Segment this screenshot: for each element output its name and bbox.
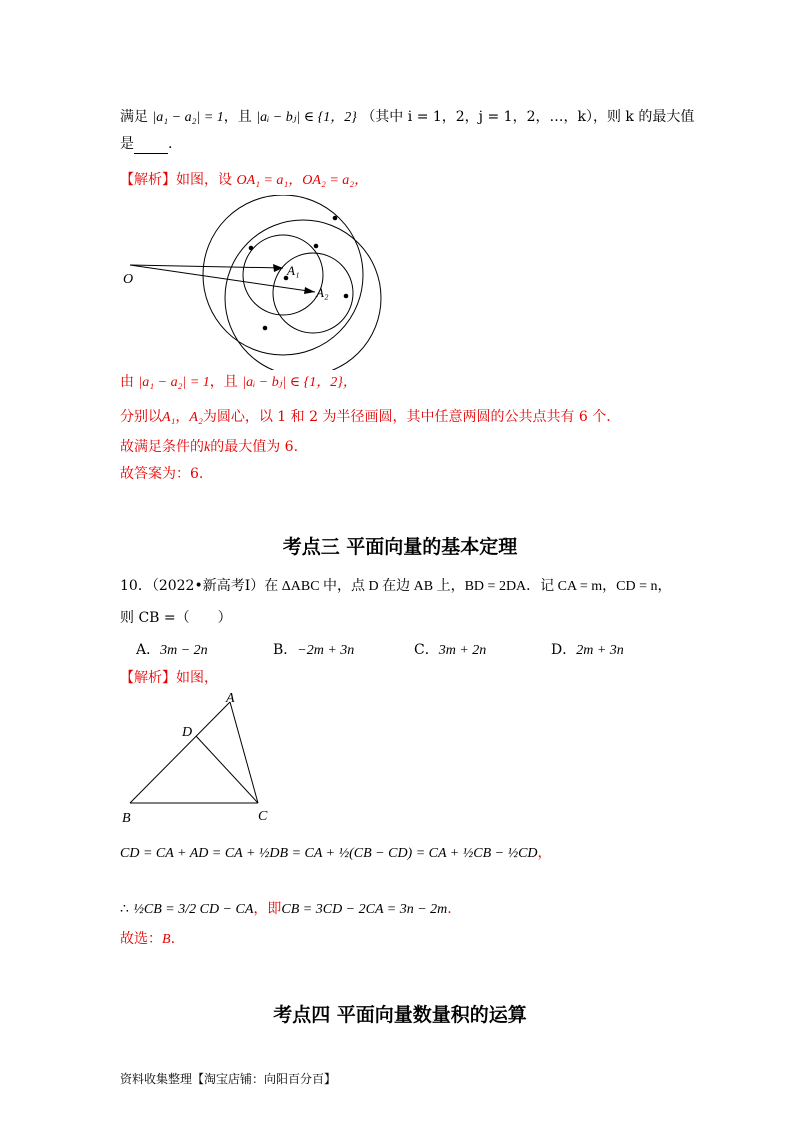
option-label: C． — [414, 642, 439, 658]
intersection-point — [333, 216, 338, 221]
solution9-circles — [120, 407, 611, 428]
triangle-figure — [118, 688, 278, 828]
problem10-question: 则 CB =（ ） — [120, 610, 232, 626]
option-d — [551, 640, 624, 661]
text: 满足 — [120, 109, 148, 125]
text: 在 ΔABC 中，点 D 在边 AB 上，BD = 2DA．记 CA = m，CD = n， — [264, 579, 672, 594]
math-condition-2: |aᵢ − bⱼ| ∈ {1，2} — [256, 110, 357, 125]
solution10-intro — [120, 668, 218, 688]
math-condition-2: |aᵢ − bⱼ| ∈ {1，2}， — [242, 375, 357, 390]
text: 是 — [120, 136, 134, 152]
text: 如图，设 — [176, 172, 232, 188]
side-ba — [130, 702, 230, 803]
text: ， — [537, 845, 552, 861]
text: 故满足条件的 — [120, 439, 204, 455]
option-b — [273, 640, 354, 661]
circle-a1-r2 — [203, 195, 363, 355]
equation-2: ½CB = 3/2 CD − CA — [133, 902, 254, 917]
problem-source: （2022•新高考Ⅰ） — [151, 578, 265, 594]
option-label: B． — [273, 642, 298, 658]
circles-figure — [120, 195, 390, 370]
math-choice: B — [162, 932, 171, 947]
text: 的最大值为 6. — [210, 439, 299, 455]
math-a1: A₁ — [162, 410, 176, 425]
label-o: O — [123, 272, 134, 287]
label-c: C — [258, 809, 268, 824]
option-label: D． — [551, 642, 577, 658]
text: . — [168, 136, 173, 152]
analysis-tag: 【解析】 — [120, 172, 176, 188]
option-value: 2m + 3n — [576, 643, 624, 658]
equation-3: CB = 3CD − 2CA = 3n − 2m — [281, 902, 448, 917]
text: 为圆心，以 1 和 2 为半径画圆，其中任意两圆的公共点共有 6 个. — [202, 409, 611, 425]
label-d: D — [182, 725, 193, 740]
label-a2: A₂ — [316, 285, 329, 300]
intersection-point — [344, 294, 349, 299]
option-value: 3m + 2n — [438, 643, 487, 658]
option-label: A． — [136, 642, 161, 658]
therefore-symbol: ∴ — [120, 901, 129, 917]
analysis-tag: 【解析】 — [120, 670, 176, 686]
solution10-eq1 — [120, 843, 552, 864]
math-condition-1: |a₁ − a₂| = 1 — [152, 110, 224, 125]
solution10-eq2 — [120, 899, 452, 920]
circle-a2-r1 — [273, 253, 353, 333]
text: 分别以 — [120, 409, 162, 425]
solution10-choice — [120, 929, 175, 950]
problem9-line2 — [120, 134, 172, 154]
math-vectors: OA₁ = a₁，OA₂ = a₂， — [236, 173, 369, 188]
label-a1: A₁ — [287, 263, 300, 278]
text: ，且 — [223, 109, 252, 125]
text: ，即 — [253, 901, 282, 917]
math-condition-1: |a₁ − a₂| = 1 — [138, 375, 210, 390]
arrowhead-a2 — [304, 287, 315, 294]
option-c — [414, 640, 486, 661]
text: . — [447, 901, 452, 917]
answer-blank — [134, 139, 168, 154]
text: 故选： — [120, 931, 162, 947]
arrowhead-a1 — [273, 264, 283, 272]
circle-a1-r1 — [243, 235, 323, 315]
section-heading-3: 考点三 平面向量的基本定理 — [282, 536, 518, 558]
problem9-line1 — [120, 107, 694, 128]
problem10-stem — [120, 576, 671, 597]
problem-number: 10． — [120, 578, 152, 594]
label-b: B — [122, 811, 131, 826]
option-value: −2m + 3n — [297, 643, 355, 658]
solution9-intro — [120, 170, 368, 191]
text: ， — [175, 409, 190, 425]
math-a2: A₂ — [189, 410, 203, 425]
intersection-point — [314, 244, 319, 249]
text: ，且 — [209, 374, 238, 390]
solution9-given — [120, 372, 357, 393]
option-a — [136, 640, 208, 661]
text: 由 — [120, 374, 134, 390]
option-value: 3m − 2n — [160, 643, 208, 658]
intersection-point — [249, 246, 254, 251]
label-a: A — [226, 691, 235, 706]
math-k: k — [204, 440, 211, 455]
page-footer: 资料收集整理【淘宝店铺：向阳百分百】 — [120, 1072, 337, 1086]
solution9-max — [120, 437, 298, 458]
section-heading-4: 考点四 平面向量数量积的运算 — [273, 1004, 527, 1026]
vector-oa1 — [130, 265, 283, 268]
text: 如图， — [176, 670, 218, 686]
text: （其中 i = 1，2，j = 1，2，…，k），则 k 的最大值 — [361, 109, 695, 125]
solution9-answer: 故答案为：6. — [120, 466, 204, 482]
equation-1: CD = CA + AD = CA + ½DB = CA + ½(CB − CD) = CA + ½CB − ½CD — [120, 846, 538, 861]
text: . — [170, 931, 176, 947]
intersection-point — [263, 326, 268, 331]
